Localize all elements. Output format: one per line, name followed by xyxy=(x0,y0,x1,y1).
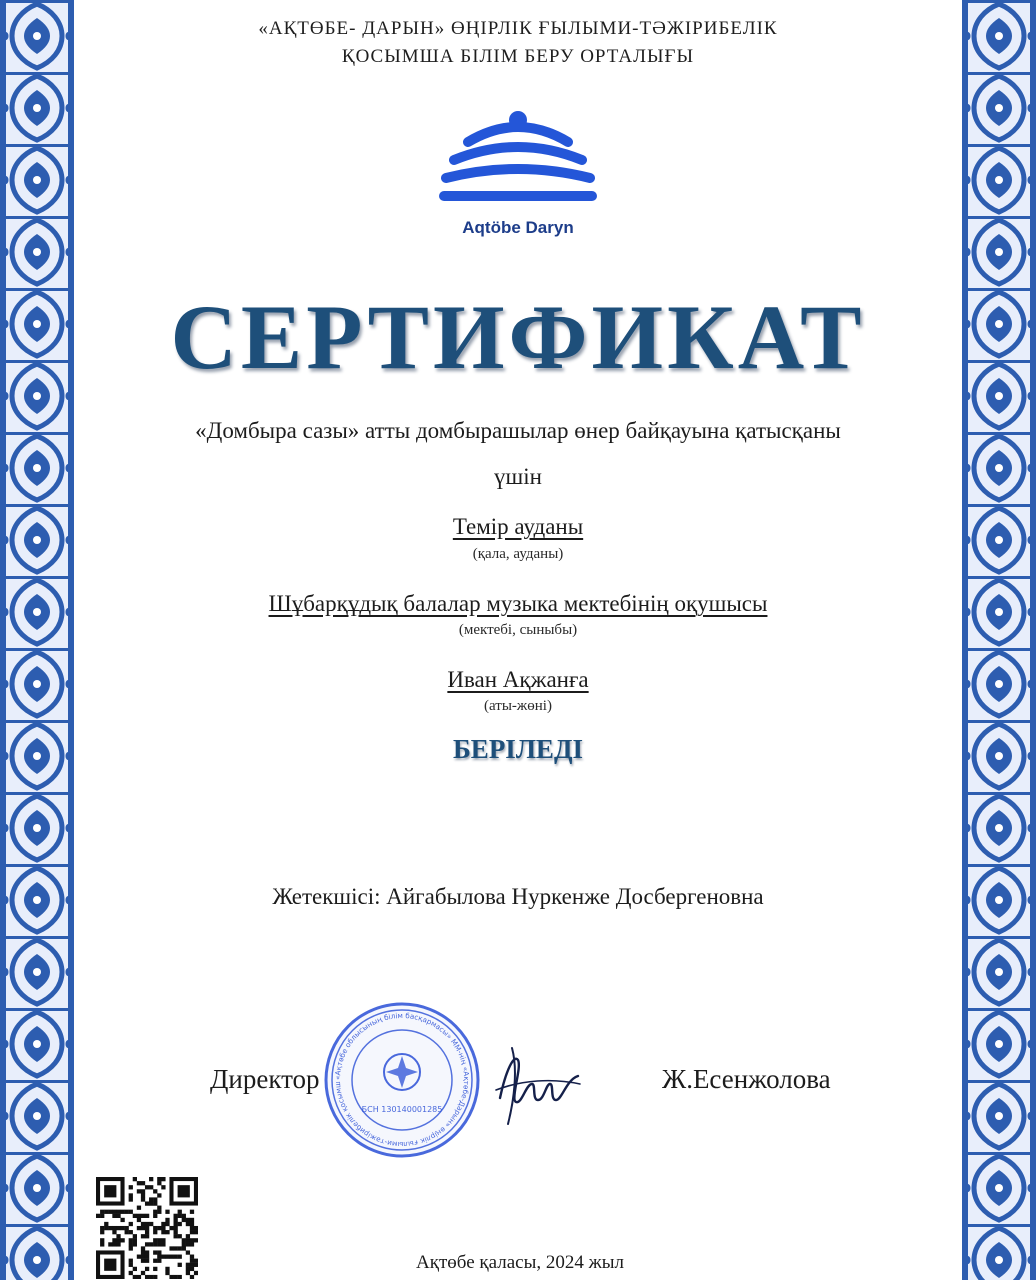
seal-text: «Ақтөбе облысының білім басқармасы» ММ-нің «Ақтөбе-Дарын» өңірлік ғылыми-тәжірибелік қосымш xyxy=(332,1010,472,1150)
certificate-for: үшін xyxy=(494,464,542,489)
supervisor-name: Айгабылова Нуркенже Досбергеновна xyxy=(386,884,764,909)
qr-code-icon xyxy=(96,1177,198,1279)
supervisor-label: Жетекшісі: xyxy=(272,884,381,909)
ornamental-border-left xyxy=(0,0,74,1280)
qr-code[interactable] xyxy=(96,1177,198,1279)
district-value xyxy=(90,514,946,540)
signature-scribble-icon xyxy=(492,1040,584,1130)
certificate-reason: «Домбыра сазы» атты домбырашылар өнер байқауына қатысқаны xyxy=(195,418,841,443)
recipient-caption: (аты-жөні) xyxy=(484,698,552,714)
footer-place-year: Ақтөбе қаласы, 2024 жыл xyxy=(416,1252,624,1273)
seal-stamp-icon xyxy=(322,1000,482,1160)
certificate-title: СЕРТИФИКАТ xyxy=(170,286,866,388)
official-seal xyxy=(322,1000,482,1160)
director-name: Ж.Есенжолова xyxy=(662,1064,831,1094)
organization-name-line-1: «АҚТӨБЕ- ДАРЫН» ӨҢІРЛІК ҒЫЛЫМИ-ТӘЖІРИБЕЛІК xyxy=(258,18,778,39)
logo-caption: Aqtöbe Daryn xyxy=(462,218,574,237)
seal-bin: БСН 130140001285 xyxy=(361,1105,443,1114)
recipient-value xyxy=(90,667,946,693)
organization-name-line-2: ҚОСЫМША БІЛІМ БЕРУ ОРТАЛЫҒЫ xyxy=(341,46,695,67)
director-label: Директор xyxy=(210,1064,320,1094)
aqtobe-daryn-logo xyxy=(432,108,604,248)
director-signature xyxy=(492,1040,584,1130)
issued-label: БЕРІЛЕДІ xyxy=(452,734,584,764)
district-text: Темір ауданы xyxy=(452,514,584,539)
ornamental-border-right xyxy=(962,0,1036,1280)
school-value xyxy=(90,591,946,617)
recipient-text: Иван Ақжанға xyxy=(447,667,589,692)
logo-waves-icon xyxy=(432,108,604,212)
district-caption: (қала, ауданы) xyxy=(472,546,564,562)
supervisor-line xyxy=(150,884,886,910)
school-text: Шұбарқұдық балалар музыка мектебінің оқушысы xyxy=(268,591,768,616)
school-caption: (мектебі, сыныбы) xyxy=(458,622,578,638)
